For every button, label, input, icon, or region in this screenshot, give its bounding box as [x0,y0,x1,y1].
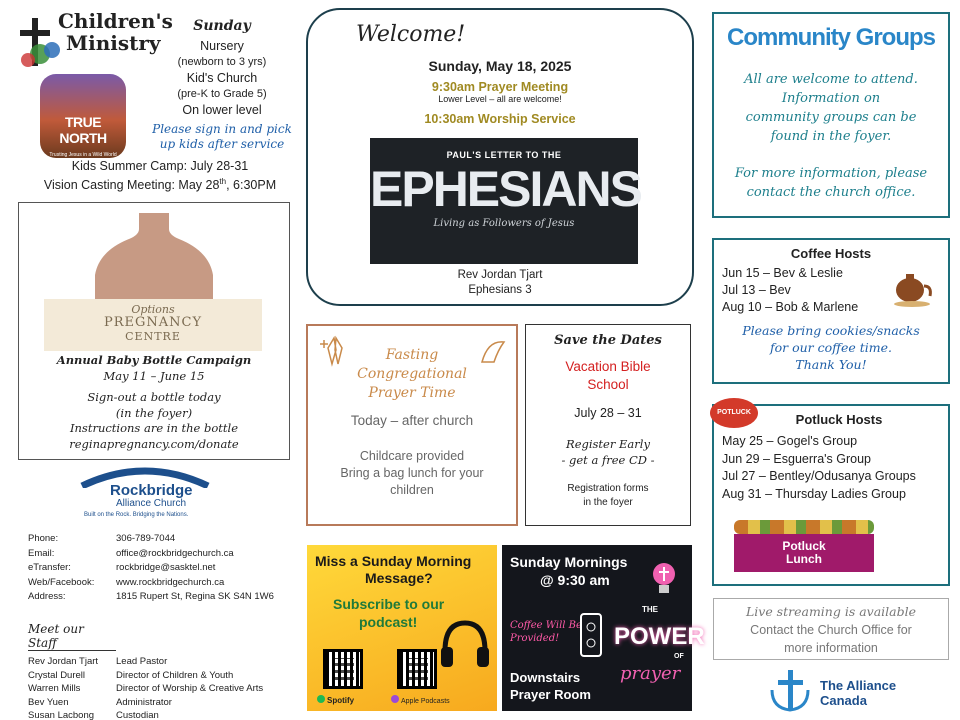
livestream-line2: Contact the Church Office for [750,623,912,637]
contact-label: Email: [28,547,55,559]
praying-hands-icon-right [476,336,510,366]
register-early: Register Early [566,437,650,451]
true-north-text: TRUE NORTH [59,114,107,146]
sermon-series-banner [370,138,641,264]
staff-role: Administrator [116,696,172,708]
staff-name: Crystal Durell [28,669,86,681]
sunday-mornings: Sunday Mornings [510,554,628,570]
potluck-hosts-box [712,404,950,586]
coffee-host-item: Jul 13 – Bev [722,283,791,297]
campaign-line2: (in the foyer) [115,405,193,420]
potluck-food-table [734,520,874,534]
potluck-heading: Potluck Hosts [795,412,883,427]
contact-value[interactable]: office@rockbridgechurch.ca [116,547,234,559]
staff-role: Lead Pastor [116,656,168,667]
series-top: PAUL'S LETTER TO THE [446,150,562,160]
contact-value[interactable]: www.rockbridgechurch.ca [116,576,225,588]
contact-value: rockbridge@sasktel.net [116,562,216,573]
livestream-line1: Live streaming is available [745,604,917,619]
podcast-line2: Message? [365,570,433,586]
praying-hands-icon [318,334,352,368]
welcome-heading: Welcome! [356,22,466,47]
podcast-line1: Miss a Sunday Morning [315,553,472,569]
centre-name1: Options [131,303,175,316]
staff-name: Susan Lacbong [28,710,95,720]
community-line1: All are welcome to attend. [744,72,918,87]
fasting-title1: Fasting [385,347,439,363]
potluck-host-item: Jun 29 – Esguerra's Group [722,451,871,466]
community-line3: community groups can be [745,110,917,125]
coffee-hosts-box [712,238,950,384]
power-label: POWER [614,623,705,650]
potluck-host-item: Aug 31 – Thursday Ladies Group [722,486,906,501]
coffee-provided1: Coffee Will Be [510,620,582,631]
welcome-box [306,8,694,306]
fasting-when: Today – after church [350,413,474,428]
speaker: Rev Jordan Tjart [457,269,543,281]
spotify-icon [317,695,325,703]
logo-line1: Children's [58,9,173,33]
alliance-cross-icon [768,668,814,714]
campaign-title: Annual Baby Bottle Campaign [56,353,252,367]
vision-casting: Vision Casting Meeting: May 28th, 6:30PM [43,177,277,193]
fasting-title2: Congregational [357,366,467,382]
true-north-logo [40,74,126,158]
kids-events [20,158,300,193]
contact-row [28,561,298,576]
podcast-line3: Subscribe to our [333,596,445,612]
spotify-qr-code[interactable] [323,649,363,689]
registration-forms-location: in the foyer [583,497,633,508]
series-title: EPHESIANS [370,161,641,217]
vbs-dates: July 28 – 31 [574,406,642,420]
staff-role: Director of Children & Youth [116,669,234,681]
coffee-note2: for our coffee time. [769,340,893,355]
childrens-ministry-logo [18,9,173,74]
community-line4: found in the foyer. [770,129,892,144]
prayer-meeting-note: Lower Level – all are welcome! [438,94,562,104]
potluck-host-item: May 25 – Gogel's Group [722,434,858,448]
contact-row [28,532,298,547]
lightbulb-icon [650,561,678,597]
potluck-banner-line2: Lunch [786,552,822,566]
staff-name: Rev Jordan Tjart [28,656,99,667]
power-of-prayer-panel [502,545,705,711]
passage: Ephesians 3 [468,284,532,296]
rockbridge-logo [80,464,220,524]
coffee-note3: Thank You! [795,357,867,372]
staff-name: Bev Yuen [28,696,69,708]
community-line6: contact the church office. [746,185,916,200]
vbs-line1: Vacation Bible [565,359,651,374]
staff-row [28,682,298,696]
campaign-line3: Instructions are in the bottle [69,421,239,435]
potluck-badge: POTLUCK [710,398,758,428]
nursery: Nursery [200,39,244,53]
teapot-icon [890,266,934,308]
livestream-line3: more information [784,641,878,655]
coffee-heading: Coffee Hosts [790,246,872,261]
community-line5: For more information, please [734,166,928,181]
contact-label: Address: [28,591,66,602]
alliance-line2: Canada [820,693,867,708]
worship-service-time: 10:30am Worship Service [424,112,576,126]
staff-role: Custodian [116,710,159,720]
campaign-dates: May 11 – June 15 [103,368,205,383]
fasting-title3: Prayer Time [368,385,456,401]
staff-row [28,669,298,683]
lower-level: On lower level [182,103,262,117]
campaign-url[interactable]: reginapregnancy.com/donate [69,436,239,451]
kids-church: Kid's Church [186,71,258,85]
centre-name3: CENTRE [125,330,181,343]
sunday-kids-info [144,18,300,152]
coffee-host-item: Aug 10 – Bob & Marlene [722,300,859,314]
rockbridge-tagline: Built on the Rock. Bridging the Nations. [84,512,189,518]
prayer-label: prayer [620,663,681,684]
alliance-canada-logo [768,668,928,714]
centre-name2: PREGNANCY [103,315,203,330]
the-label: THE [642,605,658,614]
kids-church-ages: (pre-K to Grade 5) [177,88,267,100]
potluck-host-item: Jul 27 – Bentley/Odusanya Groups [722,469,916,483]
staff-row [28,655,298,669]
coffee-provided2: Provided! [510,633,560,644]
fasting-box [306,324,518,526]
contact-label: eTransfer: [28,562,71,573]
staff-role: Director of Worship & Creative Arts [116,683,264,694]
rockbridge-sub: Alliance Church [116,498,187,509]
series-subtitle: Living as Followers of Jesus [433,218,575,229]
options-pregnancy-logo [44,299,262,351]
contact-label: Web/Facebook: [28,576,95,588]
headphones-icon [437,617,493,673]
downstairs: Downstairs [510,670,581,685]
spotify-label: Spotify [317,695,354,705]
prayer-room: Prayer Room [510,687,591,702]
staff-row [28,709,298,720]
coffee-note1: Please bring cookies/snacks [742,323,920,338]
of-label: OF [674,653,684,660]
staff-heading: Meet our Staff [28,622,116,651]
contact-row [28,547,298,562]
time-930: @ 9:30 am [540,572,610,588]
contact-label: Phone: [28,533,59,544]
nursery-ages: (newborn to 3 yrs) [177,56,267,68]
apple-podcasts-qr-code[interactable] [397,649,437,689]
sunday-heading: Sunday [193,18,251,34]
alliance-line1: The Alliance [820,678,897,693]
fasting-line2: Bring a bag lunch for your children [340,466,484,497]
registration-forms: Registration forms [567,483,649,494]
sign-in-note: Please sign in and pick up kids after service [152,122,292,151]
true-north-tagline: Trusting Jesus in a Wild World [49,152,117,158]
community-line2: Information on [781,91,881,106]
livestream-box [713,598,949,660]
contact-list [28,532,298,605]
contact-row [28,576,298,591]
potluck-banner [734,534,874,572]
campaign-line1: Sign-out a bottle today [87,390,221,404]
power-outlet-icon [580,613,602,657]
community-heading: Community Groups [726,24,935,51]
coffee-host-item: Jun 15 – Bev & Leslie [722,266,843,280]
rockbridge-name: Rockbridge [110,482,193,499]
apple-podcasts-icon [391,695,399,703]
contact-value: 1815 Rupert St, Regina SK S4N 1W6 [116,591,274,602]
logo-line2: Ministry [66,31,161,55]
baby-bottle-text [19,353,289,452]
potluck-banner-line1: Potluck [782,539,826,553]
service-date: Sunday, May 18, 2025 [428,58,572,74]
podcast-panel [307,545,497,711]
free-cd: - get a free CD - [561,453,655,467]
fasting-line1: Childcare provided [359,449,465,463]
community-groups-box [712,12,950,218]
baby-bottle-box [18,202,290,460]
save-the-dates-box [525,324,691,526]
podcast-line4: podcast! [359,614,418,630]
save-dates-heading: Save the Dates [554,333,662,348]
apple-podcasts-label: Apple Podcasts [391,695,450,705]
baby-bottle-icon [79,209,229,309]
prayer-meeting-time: 9:30am Prayer Meeting [431,80,569,94]
contact-value: 306-789-7044 [116,533,176,544]
staff-name: Warren Mills [28,683,81,694]
staff-section [28,622,298,720]
summer-camp: Kids Summer Camp: July 28-31 [71,159,249,173]
contact-row [28,590,298,605]
vbs-line2: School [587,377,629,392]
staff-row [28,696,298,710]
